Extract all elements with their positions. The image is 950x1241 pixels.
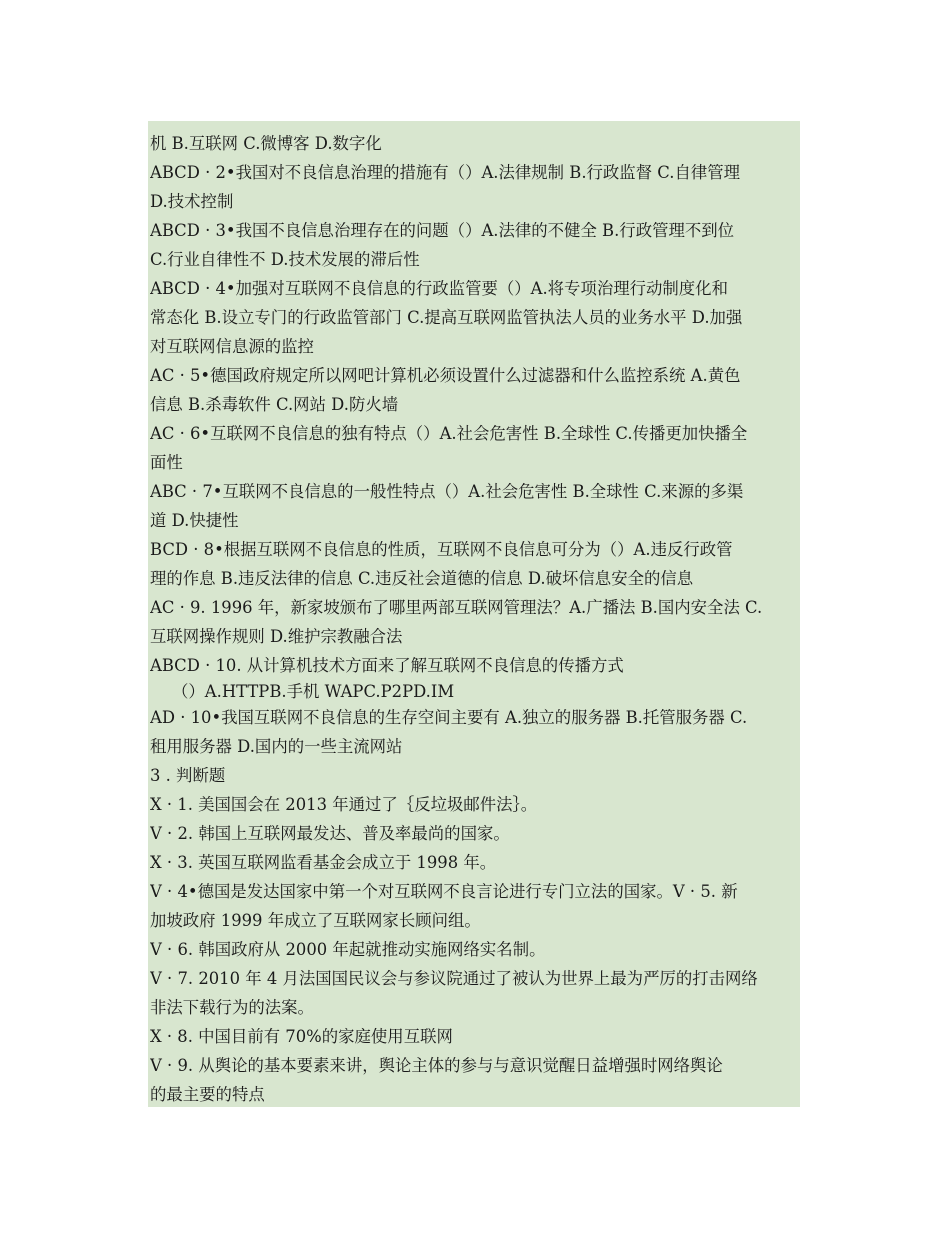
text-line: 机 B.互联网 C.微博客 D.数字化 [150,134,382,153]
text-line: X · 1. 美国国会在 2013 年通过了｛反垃圾邮件法｝。 [150,795,538,814]
text-line: V · 7. 2010 年 4 月法国国民议会与参议院通过了被认为世界上最为严厉的打击网络 [150,969,758,988]
text-line: C.行业自律性不 D.技术发展的滞后性 [150,250,420,269]
text-line: V · 9. 从舆论的基本要素来讲，舆论主体的参与与意识觉醒日益增强时网络舆论 [150,1056,723,1075]
text-line: ABCD · 2•我国对不良信息治理的措施有（）A.法律规制 B.行政监督 C.自律管理 [150,163,741,182]
text-line: 的最主要的特点 [150,1085,265,1104]
text-line: 加坡政府 1999 年成立了互联网家长顾问组。 [150,911,481,930]
text-line: 互联网操作规则 D.维护宗教融合法 [150,627,403,646]
section-heading: 3 . 判断题 [150,766,226,785]
text-line: 理的作息 B.违反法律的信息 C.违反社会道德的信息 D.破坏信息安全的信息 [150,569,694,588]
text-line: ABCD · 10. 从计算机技术方面来了解互联网不良信息的传播方式 [150,656,624,675]
text-line: X · 3. 英国互联网监看基金会成立于 1998 年。 [150,853,497,872]
text-line: 非法下载行为的法案。 [150,998,314,1017]
text-line: 道 D.快捷性 [150,511,239,530]
text-line: BCD · 8•根据互联网不良信息的性质，互联网不良信息可分为（）A.违反行政管 [150,540,733,559]
text-line: X · 8. 中国目前有 70%的家庭使用互联网 [150,1027,453,1046]
text-line: ABCD · 3•我国不良信息治理存在的问题（）A.法律的不健全 B.行政管理不到位 [150,221,735,240]
text-line: （）A.HTTPB.手机 WAPC.P2PD.IM [172,682,455,701]
text-line: AC · 5•德国政府规定所以网吧计算机必须设置什么过滤器和什么监控系统 A.黄色 [150,366,741,385]
text-line: D.技术控制 [150,192,234,211]
text-line: 对互联网信息源的监控 [150,337,314,356]
text-line: 信息 B.杀毒软件 C.网站 D.防火墙 [150,395,399,414]
text-line: AC · 9. 1996 年，新家坡颁布了哪里两部互联网管理法？A.广播法 B.国内安全法 C. [150,598,763,617]
text-line: ABC · 7•互联网不良信息的一般性特点（）A.社会危害性 B.全球性 C.来源的多渠 [150,482,744,501]
document-text-block [148,121,800,1107]
text-line: AD · 10•我国互联网不良信息的生存空间主要有 A.独立的服务器 B.托管服务器 C. [150,708,748,727]
text-line: AC · 6•互联网不良信息的独有特点（）A.社会危害性 B.全球性 C.传播更加快播全 [150,424,748,443]
text-line: 常态化 B.设立专门的行政监管部门 C.提高互联网监管执法人员的业务水平 D.加强 [150,308,743,327]
text-line: 租用服务器 D.国内的一些主流网站 [150,737,403,756]
text-line: V · 4•德国是发达国家中第一个对互联网不良言论进行专门立法的国家。V · 5. 新 [150,882,738,901]
text-line: ABCD · 4•加强对互联网不良信息的行政监管要（）A.将专项治理行动制度化和 [150,279,728,298]
text-line: V · 6. 韩国政府从 2000 年起就推动实施网络实名制。 [150,940,546,959]
text-line: 面性 [150,453,183,472]
text-line: V · 2. 韩国上互联网最发达、普及率最尚的国家。 [150,824,510,843]
